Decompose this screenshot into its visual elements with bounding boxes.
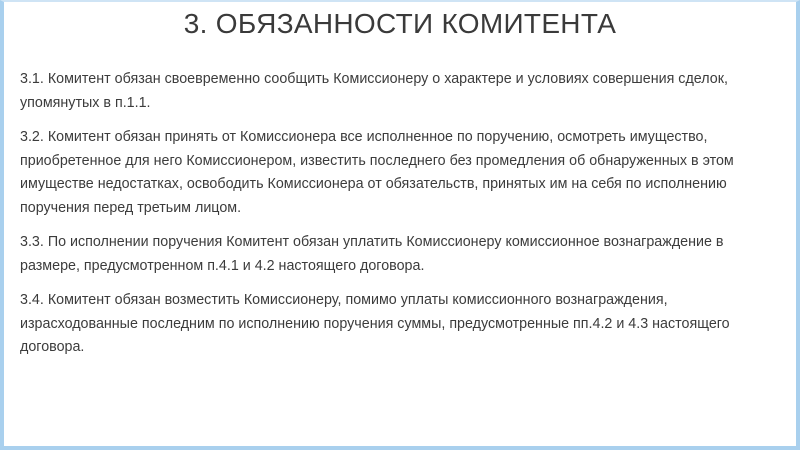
slide-title: 3. ОБЯЗАННОСТИ КОМИТЕНТА [183, 8, 617, 39]
paragraph-3-4: 3.4. Комитент обязан возместить Комиссионеру, помимо уплаты комиссионного вознаграждения, израсходованные последним по исполнению поручения суммы, предусмотренные пп.4.2 и 4.3 настоящего договора. [20, 292, 730, 355]
paragraph-3-1: 3.1. Комитент обязан своевременно сообщить Комиссионеру о характере и условиях совершения сделок, упомянутых в п.1.1. [20, 71, 728, 111]
paragraph-3-2: 3.2. Комитент обязан принять от Комиссионера все исполненное по поручению, осмотреть имущество, приобретенное для него Комиссионером, известить последнего без промедления об обнаруженных в этом имуществе недостатках, освободить Комиссионера от обязательств, принятых им на себя по исполнению поручения перед третьим лицом. [20, 129, 734, 216]
slide-content [20, 68, 780, 371]
paragraph-3-3: 3.3. По исполнении поручения Комитент обязан уплатить Комиссионеру комиссионное вознаграждение в размере, предусмотренном п.4.1 и 4.2 настоящего договора. [20, 234, 724, 274]
